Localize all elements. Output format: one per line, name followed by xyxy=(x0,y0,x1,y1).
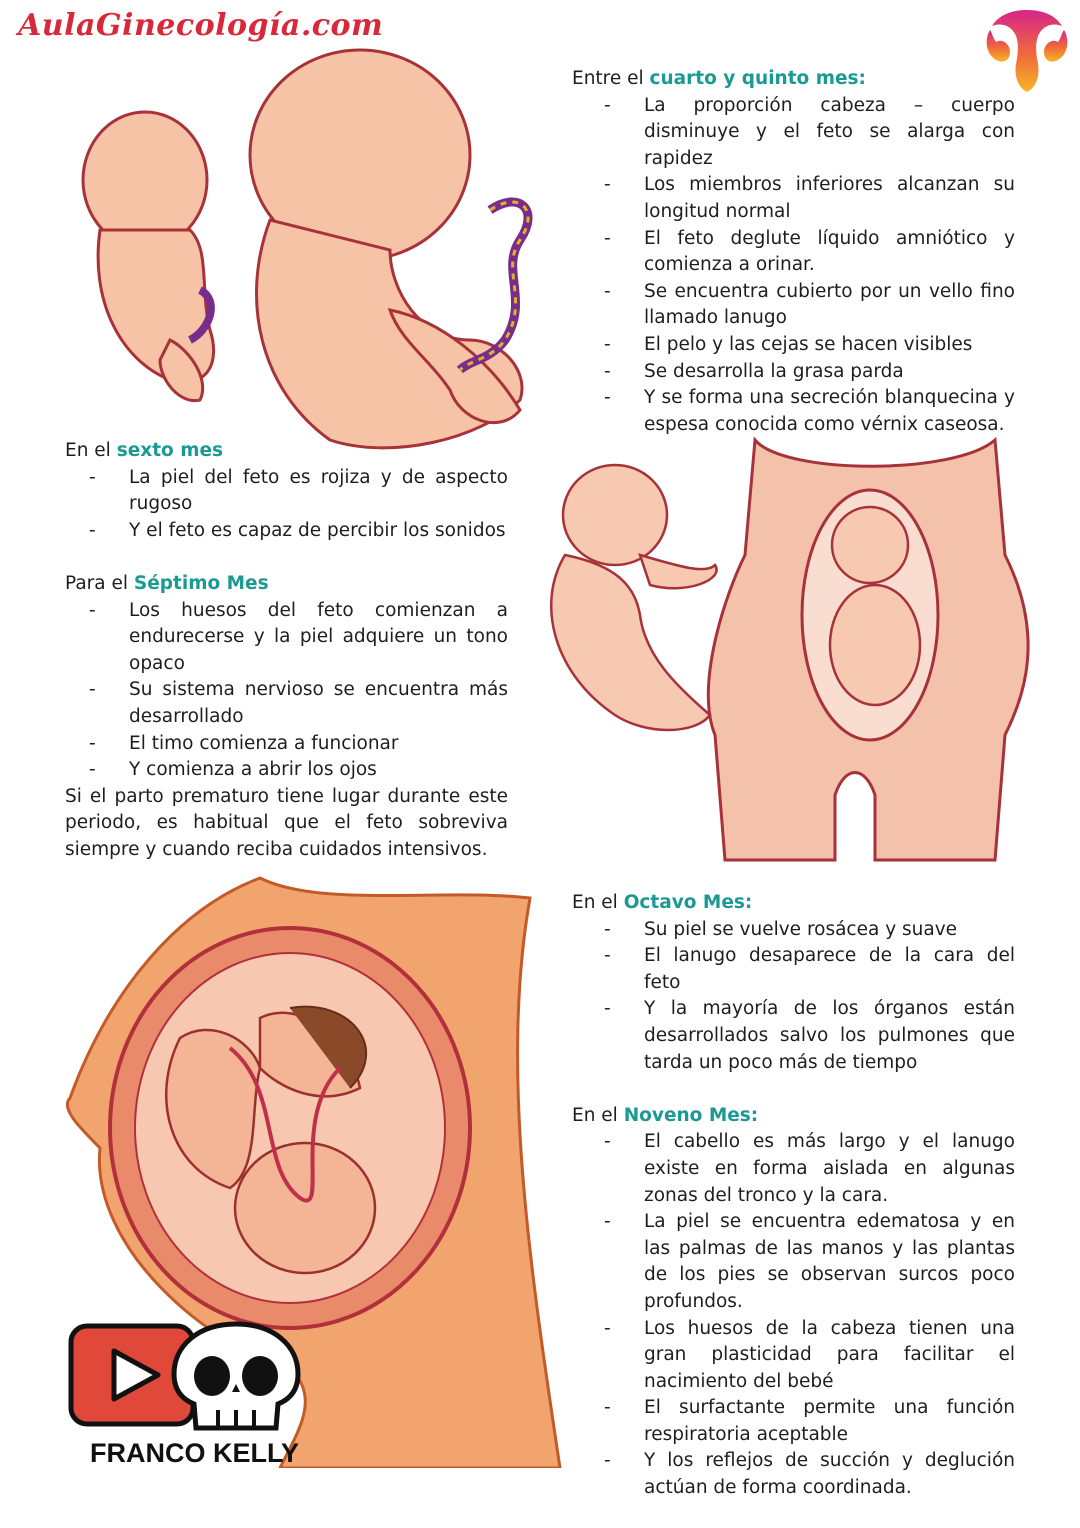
fetus-in-womb-front-illustration xyxy=(525,435,1045,865)
author-name: FRANCO KELLY xyxy=(90,1438,300,1468)
month-highlight: cuarto y quinto mes: xyxy=(649,68,866,89)
brand-title: AulaGinecología.com xyxy=(18,8,384,43)
list-item: - Los huesos del feto comienzan a endurecerse y la piel adquiere un tono opaco xyxy=(57,598,508,678)
list-item: - Los miembros inferiores alcanzan su longitud normal xyxy=(572,172,1015,225)
premature-birth-note: Si el parto prematuro tiene lugar durante este periodo, es habitual que el feto sobreviva siempre y cuando reciba cuidados intensivos. xyxy=(65,785,508,860)
list-item: - El timo comienza a funcionar xyxy=(57,731,508,758)
list-item: - Y la mayoría de los órganos están desarrollados salvo los pulmones que tarda un poco más de tiempo xyxy=(572,996,1015,1076)
fetus-4-5-months-illustration xyxy=(60,40,560,460)
month-highlight: Noveno Mes: xyxy=(623,1104,759,1126)
list-item: - Su piel se vuelve rosácea y suave xyxy=(572,917,1015,944)
list-item: - Se encuentra cubierto por un vello fino llamado lanugo xyxy=(572,279,1015,332)
month-highlight: Séptimo Mes xyxy=(133,572,269,594)
list-item: - El surfactante permite una función respiratoria aceptable xyxy=(572,1395,1015,1448)
bullet-list xyxy=(572,917,1015,1077)
list-item: - El lanugo desaparece de la cara del feto xyxy=(572,943,1015,996)
list-item: - La piel se encuentra edematosa y en las palmas de las manos y las plantas de los pies se observan surcos poco profundos. xyxy=(572,1209,1015,1315)
bullet-list xyxy=(572,1129,1015,1501)
month-highlight: sexto mes xyxy=(116,440,224,461)
section-heading: En el Noveno Mes: xyxy=(572,1104,759,1126)
skull-icon xyxy=(168,1318,304,1438)
list-item: - Los huesos de la cabeza tienen una gran plasticidad para facilitar el nacimiento del bebé xyxy=(572,1316,1015,1396)
section-heading: Entre el cuarto y quinto mes: xyxy=(572,68,866,89)
list-item: - Y se forma una secreción blanquecina y espesa conocida como vérnix caseosa. xyxy=(572,385,1015,438)
section-month-8-9 xyxy=(572,890,1015,1502)
list-item: - Y el feto es capaz de percibir los sonidos xyxy=(57,518,508,545)
list-item: - Y los reflejos de succión y deglución actúan de forma coordinada. xyxy=(572,1448,1015,1501)
list-item: - Su sistema nervioso se encuentra más desarrollado xyxy=(57,677,508,730)
list-item: - La proporción cabeza – cuerpo disminuye y el feto se alarga con rapidez xyxy=(572,93,1015,173)
bullet-list xyxy=(57,465,508,545)
list-item: - El pelo y las cejas se hacen visibles xyxy=(572,332,1015,359)
bullet-list xyxy=(57,598,508,784)
section-heading: En el Octavo Mes: xyxy=(572,892,753,913)
list-item: - Se desarrolla la grasa parda xyxy=(572,359,1015,386)
list-item: - El feto deglute líquido amniótico y comienza a orinar. xyxy=(572,226,1015,279)
list-item: - La piel del feto es rojiza y de aspecto rugoso xyxy=(57,465,508,518)
list-item: - El cabello es más largo y el lanugo existe en forma aislada en algunas zonas del tronco y la cara. xyxy=(572,1129,1015,1209)
section-month-6-7 xyxy=(65,438,508,864)
section-heading: En el sexto mes xyxy=(65,440,224,461)
section-month-4-5 xyxy=(572,66,1015,438)
month-highlight: Octavo Mes: xyxy=(623,892,753,913)
section-heading: Para el Séptimo Mes xyxy=(65,572,269,594)
bullet-list xyxy=(572,93,1015,439)
list-item: - Y comienza a abrir los ojos xyxy=(57,757,508,784)
